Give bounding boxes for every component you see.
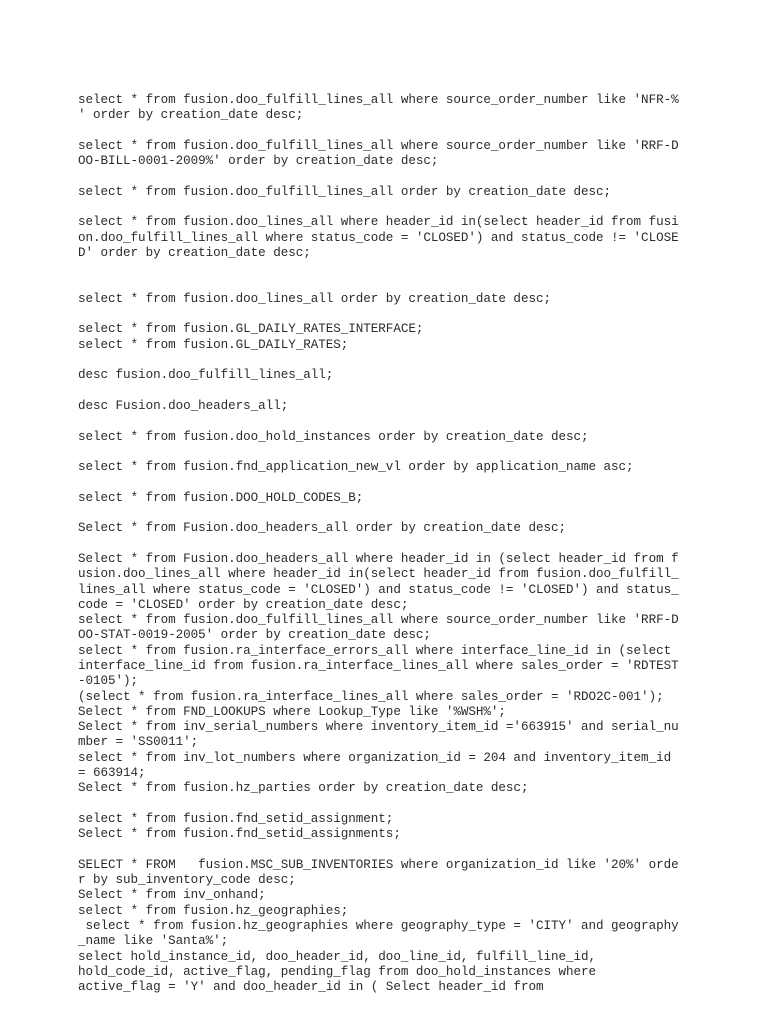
sql-text-line: select * from fusion.doo_fulfill_lines_all order by creation_date desc; bbox=[78, 184, 612, 199]
sql-text-line: OO-STAT-0019-2005' order by creation_date desc; bbox=[78, 628, 431, 643]
sql-text-line: select * from fusion.GL_DAILY_RATES; bbox=[78, 337, 349, 352]
sql-text-line: on.doo_fulfill_lines_all where status_code = 'CLOSED') and status_code != 'CLOSE bbox=[78, 230, 679, 245]
blank-line bbox=[78, 384, 698, 399]
sql-text-line: select * from fusion.doo_fulfill_lines_all where source_order_number like 'RRF-D bbox=[78, 138, 679, 153]
blank-line bbox=[78, 353, 698, 368]
blank-line bbox=[78, 475, 698, 490]
sql-text-line: select * from inv_lot_numbers where organization_id = 204 and inventory_item_id bbox=[78, 750, 672, 765]
blank-line bbox=[78, 843, 698, 858]
sql-text-line: desc fusion.doo_fulfill_lines_all; bbox=[78, 368, 334, 383]
sql-text-line: interface_line_id from fusion.ra_interface_lines_all where sales_order = 'RDTEST bbox=[78, 658, 679, 673]
blank-line bbox=[78, 506, 698, 521]
sql-text-line: ' order by creation_date desc; bbox=[78, 108, 304, 123]
sql-text-line: Select * from inv_serial_numbers where inventory_item_id ='663915' and serial_nu bbox=[78, 720, 679, 735]
sql-text-line: hold_code_id, active_flag, pending_flag from doo_hold_instances where bbox=[78, 964, 597, 979]
sql-text-line: select * from fusion.ra_interface_errors_all where interface_line_id in (select bbox=[78, 643, 672, 658]
sql-text-line: select * from fusion.DOO_HOLD_CODES_B; bbox=[78, 490, 364, 505]
sql-text-line: select * from fusion.doo_lines_all where header_id in(select header_id from fusi bbox=[78, 215, 679, 230]
sql-text-line: select * from fusion.fnd_setid_assignment; bbox=[78, 811, 394, 826]
sql-text-line: select * from fusion.doo_hold_instances order by creation_date desc; bbox=[78, 429, 589, 444]
blank-line bbox=[78, 797, 698, 812]
sql-text-line: = 663914; bbox=[78, 766, 146, 781]
blank-line bbox=[78, 277, 698, 292]
sql-text-line: select hold_instance_id, doo_header_id, doo_line_id, fulfill_line_id, bbox=[78, 949, 597, 964]
sql-text-line: D' order by creation_date desc; bbox=[78, 245, 311, 260]
sql-text-line: Select * from Fusion.doo_headers_all order by creation_date desc; bbox=[78, 521, 566, 536]
sql-text-line: select * from fusion.doo_lines_all order by creation_date desc; bbox=[78, 291, 551, 306]
sql-text-line: -0105'); bbox=[78, 674, 139, 689]
sql-text-line: OO-BILL-0001-2009%' order by creation_date desc; bbox=[78, 154, 439, 169]
sql-text-line: select * from fusion.doo_fulfill_lines_all where source_order_number like 'NFR-% bbox=[78, 93, 679, 107]
document-page bbox=[78, 93, 698, 996]
sql-text-line: select * from fusion.GL_DAILY_RATES_INTERFACE; bbox=[78, 322, 424, 337]
sql-text-line: select * from fusion.doo_fulfill_lines_all where source_order_number like 'RRF-D bbox=[78, 613, 679, 628]
blank-line bbox=[78, 307, 698, 322]
sql-text-line: select * from fusion.hz_geographies; bbox=[78, 903, 349, 918]
sql-text-line: code = 'CLOSED' order by creation_date desc; bbox=[78, 597, 409, 612]
sql-text-line: lines_all where status_code = 'CLOSED') and status_code != 'CLOSED') and status_ bbox=[78, 582, 679, 597]
blank-line bbox=[78, 169, 698, 184]
sql-text-line: Select * from inv_onhand; bbox=[78, 888, 266, 903]
sql-text-line: (select * from fusion.ra_interface_lines_all where sales_order = 'RDO2C-001'); bbox=[78, 689, 664, 704]
blank-line bbox=[78, 445, 698, 460]
blank-line bbox=[78, 261, 698, 276]
blank-line bbox=[78, 124, 698, 139]
sql-text-line: Select * from FND_LOOKUPS where Lookup_Type like '%WSH%'; bbox=[78, 704, 506, 719]
sql-text-line: Select * from Fusion.doo_headers_all where header_id in (select header_id from f bbox=[78, 551, 679, 566]
sql-text-line: Select * from fusion.fnd_setid_assignments; bbox=[78, 827, 401, 842]
sql-text-line: Select * from fusion.hz_parties order by creation_date desc; bbox=[78, 781, 529, 796]
blank-line bbox=[78, 537, 698, 552]
sql-text-line: mber = 'SS0011'; bbox=[78, 735, 199, 750]
sql-text-line: select * from fusion.fnd_application_new_vl order by application_name asc; bbox=[78, 460, 634, 475]
sql-text-line: active_flag = 'Y' and doo_header_id in ( Select header_id from bbox=[78, 980, 544, 995]
sql-text-line: SELECT * FROM fusion.MSC_SUB_INVENTORIES where organization_id like '20%' orde bbox=[78, 857, 679, 872]
blank-line bbox=[78, 200, 698, 215]
sql-text-line: _name like 'Santa%'; bbox=[78, 934, 229, 949]
sql-text-line: r by sub_inventory_code desc; bbox=[78, 873, 296, 888]
blank-line bbox=[78, 414, 698, 429]
sql-text-line: select * from fusion.hz_geographies where geography_type = 'CITY' and geography bbox=[78, 919, 679, 934]
sql-text-line: usion.doo_lines_all where header_id in(select header_id from fusion.doo_fulfill_ bbox=[78, 567, 679, 582]
sql-text-line: desc Fusion.doo_headers_all; bbox=[78, 398, 289, 413]
